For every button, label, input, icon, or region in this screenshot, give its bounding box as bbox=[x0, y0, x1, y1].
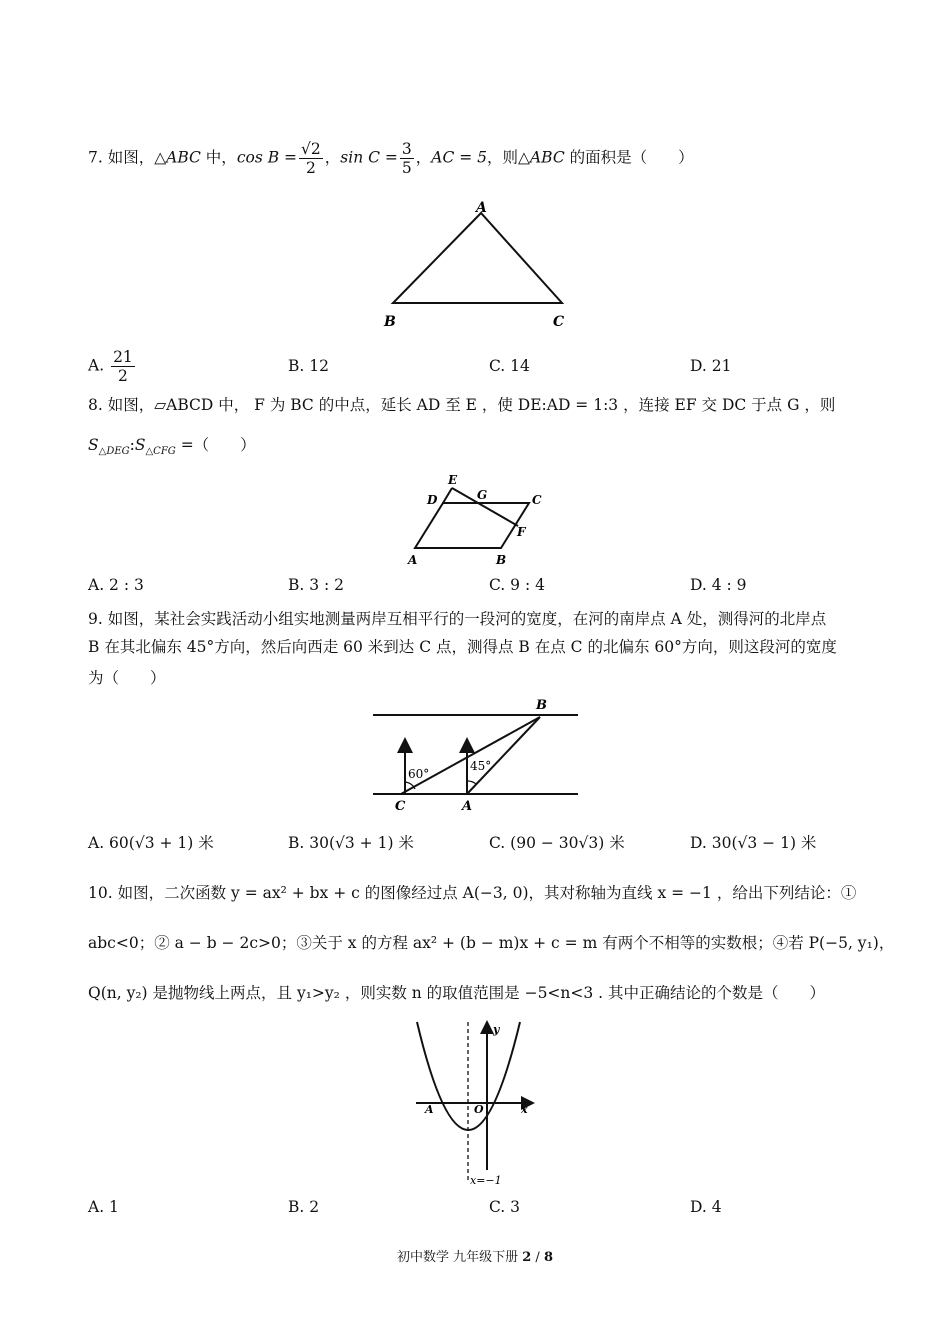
q8-label-b: B bbox=[496, 553, 507, 567]
q7-cosb: cos B = bbox=[236, 148, 298, 167]
q9-stem-line3: 为（ ） bbox=[88, 669, 166, 687]
q9-stem-line2: B 在其北偏东 45°方向，然后向西走 60 米到达 C 点，测得点 B 在点 C 的北偏东 60°方向，则这段河的宽度 bbox=[88, 638, 837, 656]
q7-abc: ABC bbox=[166, 148, 201, 167]
q7-sinc-fraction bbox=[400, 140, 414, 177]
q10-label-o: O bbox=[474, 1103, 484, 1116]
q7-ac: AC = 5 bbox=[431, 148, 488, 167]
q8-option-c[interactable]: C. 9 : 4 bbox=[489, 576, 545, 594]
q8-tail: =（ ） bbox=[175, 436, 256, 454]
q7-option-b[interactable]: B. 12 bbox=[288, 357, 329, 375]
footer-page: 2 bbox=[522, 1250, 532, 1265]
q8-colon: : bbox=[129, 436, 135, 454]
q8-stem-line1: 8. 如图，▱ABCD 中， F 为 BC 的中点，延长 AD 至 E ，使 DE:AD = 1:3 ，连接 EF 交 DC 于点 G ，则 bbox=[88, 396, 836, 414]
q9-angle-45: 45° bbox=[470, 759, 492, 773]
q10-parabola-figure bbox=[410, 1018, 540, 1190]
q7-tail: ，则△ bbox=[487, 148, 530, 167]
q7-abc2: ABC bbox=[529, 148, 565, 167]
q7-option-a-den: 2 bbox=[117, 367, 128, 385]
q9-option-b[interactable]: B. 30(√3 + 1) 米 bbox=[288, 834, 414, 852]
q10-option-c[interactable]: C. 3 bbox=[489, 1198, 521, 1216]
q7-mid: 中， bbox=[200, 148, 237, 167]
q7-label-a: A bbox=[476, 200, 487, 216]
q7-option-a-num: 21 bbox=[113, 348, 133, 366]
q8-sub2: △CFG bbox=[145, 446, 176, 458]
q7-three: 3 bbox=[401, 140, 412, 158]
q8-option-a[interactable]: A. 2 : 3 bbox=[88, 576, 144, 594]
q9-option-a[interactable]: A. 60(√3 + 1) 米 bbox=[88, 834, 214, 852]
q9-stem-line1: 9. 如图，某社会实践活动小组实地测量两岸互相平行的一段河的宽度，在河的南岸点 A 处，测得河的北岸点 bbox=[88, 610, 827, 628]
page-footer bbox=[0, 1246, 950, 1265]
q9-option-c[interactable]: C. (90 − 30√3) 米 bbox=[489, 834, 625, 852]
q8-label-c: C bbox=[532, 493, 542, 507]
q7-option-d[interactable]: D. 21 bbox=[690, 357, 732, 375]
q7-label-b: B bbox=[384, 314, 396, 330]
q7-sep1: ， bbox=[324, 148, 341, 167]
q7-label-c: C bbox=[553, 314, 565, 330]
q7-five: 5 bbox=[401, 159, 412, 177]
footer-sep: / bbox=[531, 1250, 544, 1265]
q7-stem bbox=[88, 140, 694, 177]
q7-option-c[interactable]: C. 14 bbox=[489, 357, 530, 375]
q10-label-x: x bbox=[521, 1103, 528, 1116]
q9-option-d[interactable]: D. 30(√3 − 1) 米 bbox=[690, 834, 817, 852]
q8-label-a: A bbox=[408, 553, 418, 567]
q8-option-d[interactable]: D. 4 : 9 bbox=[690, 576, 747, 594]
q8-label-e: E bbox=[448, 473, 458, 487]
q9-label-c: C bbox=[395, 799, 406, 814]
q7-triangle-figure bbox=[380, 195, 580, 335]
q7-intro: 如图，△ bbox=[107, 148, 167, 167]
q8-stem-line2 bbox=[88, 434, 256, 463]
footer-total: 8 bbox=[543, 1250, 553, 1265]
footer-text: 初中数学 九年级下册 bbox=[396, 1250, 523, 1265]
q7-cosb-fraction bbox=[299, 140, 323, 177]
q10-stem-line1: 10. 如图，二次函数 y = ax² + bx + c 的图像经过点 A(−3, 0)，其对称轴为直线 x = −1 ，给出下列结论：① bbox=[88, 884, 857, 902]
q7-two: 2 bbox=[305, 159, 316, 177]
q10-stem-line3: Q(n, y₂) 是抛物线上两点，且 y₁>y₂ ，则实数 n 的取值范围是 −5<n<3 . 其中正确结论的个数是（ ） bbox=[88, 984, 826, 1002]
q7-tail2: 的面积是（ ） bbox=[564, 148, 694, 167]
q9-angle-60: 60° bbox=[408, 767, 430, 781]
q8-label-d: D bbox=[427, 493, 438, 507]
q10-option-a[interactable]: A. 1 bbox=[88, 1198, 119, 1216]
q7-option-a-fraction bbox=[111, 348, 135, 385]
q8-label-g: G bbox=[477, 488, 488, 502]
q8-s1: S bbox=[88, 436, 99, 454]
q7-sinc: sin C = bbox=[340, 148, 398, 167]
q10-label-y: y bbox=[493, 1023, 500, 1036]
q7-sep2: ， bbox=[415, 148, 432, 167]
q9-label-a: A bbox=[462, 799, 473, 814]
q8-sub1: △DEG bbox=[98, 446, 130, 458]
q10-option-d[interactable]: D. 4 bbox=[690, 1198, 722, 1216]
q7-option-a[interactable] bbox=[88, 348, 137, 385]
q9-label-b: B bbox=[536, 698, 547, 713]
q10-stem-line2: abc<0；② a − b − 2c>0；③关于 x 的方程 ax² + (b − m)x + c = m 有两个不相等的实数根；④若 P(−5, y₁)， bbox=[88, 934, 895, 952]
q7-option-a-prefix: A. bbox=[88, 356, 105, 375]
q10-label-axis: x=−1 bbox=[470, 1174, 502, 1187]
q10-option-b[interactable]: B. 2 bbox=[288, 1198, 320, 1216]
q8-parallelogram-figure bbox=[400, 470, 560, 570]
q9-river-figure bbox=[368, 693, 583, 818]
q7-number: 7. bbox=[88, 148, 108, 167]
q8-s2: S bbox=[134, 436, 146, 454]
q7-sqrt2: √2 bbox=[301, 140, 321, 158]
q10-label-a: A bbox=[425, 1103, 434, 1116]
q8-label-f: F bbox=[517, 525, 526, 539]
q8-option-b[interactable]: B. 3 : 2 bbox=[288, 576, 345, 594]
